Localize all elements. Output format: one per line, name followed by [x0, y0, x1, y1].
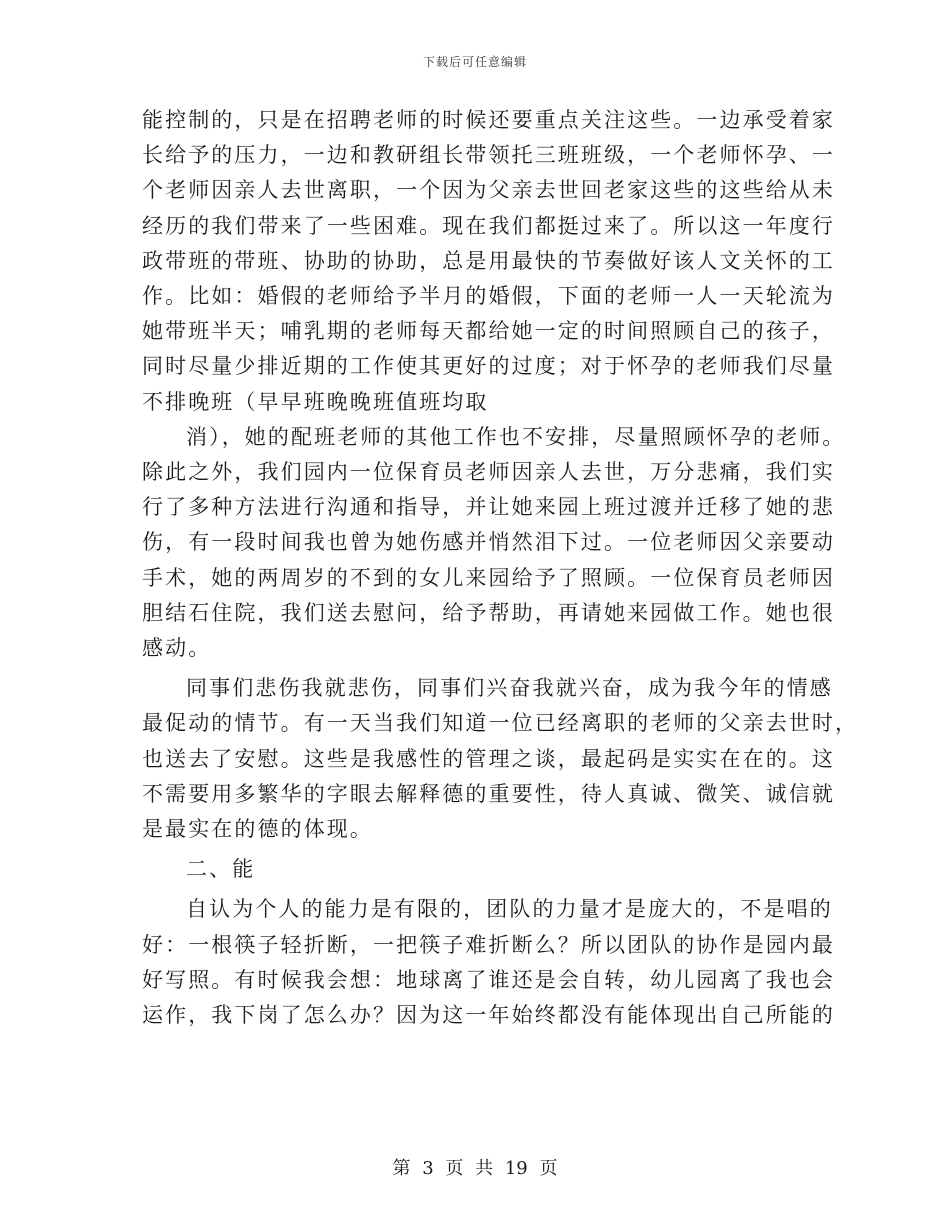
text-line: 政带班的带班、协助的协助，总是用最快的节奏做好该人文关怀的工 — [142, 248, 835, 273]
page-number: 第 3 页 共 19 页 — [392, 1158, 558, 1179]
text-line: 除此之外，我们园内一位保育员老师因亲人去世，万分悲痛，我们实 — [142, 460, 835, 485]
text-line: 行了多种方法进行沟通和指导，并让她来园上班过渡并迁移了她的悲 — [142, 495, 835, 520]
text-line: 同事们悲伤我就悲伤，同事们兴奋我就兴奋，成为我今年的情感 — [186, 676, 833, 701]
text-line: 伤，有一段时间我也曾为她伤感并悄然泪下过。一位老师因父亲要动 — [142, 530, 835, 555]
section-heading: 二、能 — [186, 857, 256, 882]
text-line: 也送去了安慰。这些是我感性的管理之谈，最起码是实实在在的。这 — [142, 746, 835, 771]
text-line: 长给予的压力，一边和教研组长带领托三班班级，一个老师怀孕、一 — [142, 143, 835, 168]
text-line: 运作，我下岗了怎么办？因为这一年始终都没有能体现出自己所能的 — [142, 1003, 835, 1028]
text-line: 好写照。有时候我会想：地球离了谁还是会自转，幼儿园离了我也会 — [142, 967, 835, 992]
text-line: 胆结石住院，我们送去慰问，给予帮助，再请她来园做工作。她也很 — [142, 600, 835, 625]
text-line: 感动。 — [142, 636, 212, 661]
text-line: 是最实在的德的体现。 — [142, 817, 373, 842]
text-line: 同时尽量少排近期的工作使其更好的过度；对于怀孕的老师我们尽量 — [142, 354, 835, 379]
text-line: 好：一根筷子轻折断，一把筷子难折断么？所以团队的协作是园内最 — [142, 932, 835, 957]
header-note: 下载后可任意编辑 — [422, 55, 527, 69]
body-text — [142, 103, 859, 1033]
text-line: 个老师因亲人去世离职，一个因为父亲去世回老家这些的这些给从未 — [142, 178, 835, 203]
text-line: 她带班半天；哺乳期的老师每天都给她一定的时间照顾自己的孩子， — [142, 319, 835, 344]
text-line: 最促动的情节。有一天当我们知道一位已经离职的老师的父亲去世时， — [142, 711, 859, 736]
text-line: 手术，她的两周岁的不到的女儿来园给予了照顾。一位保育员老师因 — [142, 565, 835, 590]
text-line: 不排晚班（早早班晚晚班值班均取 — [142, 389, 489, 414]
text-line: 能控制的，只是在招聘老师的时候还要重点关注这些。一边承受着家 — [142, 108, 835, 132]
text-line: 作。比如：婚假的老师给予半月的婚假，下面的老师一人一天轮流为 — [142, 284, 835, 309]
text-line: 消），她的配班老师的其他工作也不安排，尽量照顾怀孕的老师。 — [186, 424, 846, 449]
text-line: 自认为个人的能力是有限的，团队的力量才是庞大的，不是唱的 — [186, 897, 833, 922]
text-line: 不需要用多繁华的字眼去解释德的重要性，待人真诚、微笑、诚信就 — [142, 781, 835, 806]
text-line: 经历的我们带来了一些困难。现在我们都挺过来了。所以这一年度行 — [142, 213, 835, 238]
